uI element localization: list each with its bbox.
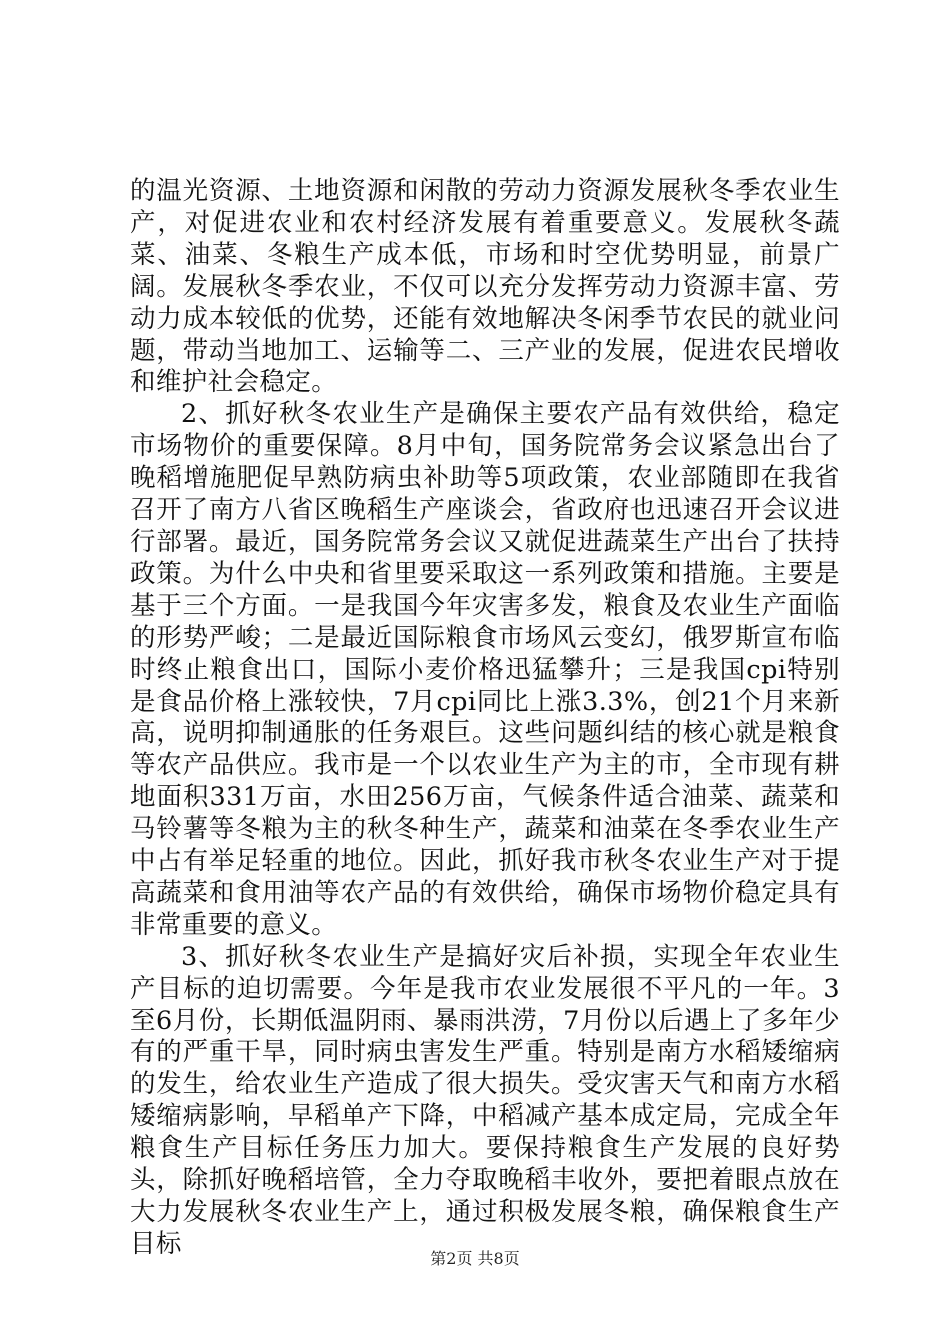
document-body [130,176,840,1261]
paragraph-1: 的温光资源、土地资源和闲散的劳动力资源发展秋冬季农业生产，对促进农业和农村经济发展有着重要意义。发展秋冬蔬菜、油菜、冬粮生产成本低，市场和时空优势明显，前景广阔。发展秋冬季农业，不仅可以充分发挥劳动力资源丰富、劳动力成本较低的优势，还能有效地解决冬闲季节农民的就业问题，带动当地加工、运输等二、三产业的发展，促进农民增收和维护社会稳定。 [130,176,840,398]
paragraph-3: 3、抓好秋冬农业生产是搞好灾后补损，实现全年农业生产目标的迫切需要。今年是我市农业发展很不平凡的一年。3至6月份，长期低温阴雨、暴雨洪涝，7月份以后遇上了多年少有的严重干旱，同时病虫害发生严重。特别是南方水稻矮缩病的发生，给农业生产造成了很大损失。受灾害天气和南方水稻矮缩病影响，早稻单产下降，中稻减产基本成定局，完成全年粮食生产目标任务压力加大。要保持粮食生产发展的良好势头，除抓好晚稻培管，全力夺取晚稻丰收外，要把着眼点放在大力发展秋冬农业生产上，通过积极发展冬粮，确保粮食生产目标 [130,941,840,1259]
paragraph-2: 2、抓好秋冬农业生产是确保主要农产品有效供给，稳定市场物价的重要保障。8月中旬，国务院常务会议紧急出台了晚稻增施肥促早熟防病虫补助等5项政策，农业部随即在我省召开了南方八省区晚稻生产座谈会，省政府也迅速召开会议进行部署。最近，国务院常务会议又就促进蔬菜生产出台了扶持政策。为什么中央和省里要采取这一系列政策和措施。主要是基于三个方面。一是我国今年灾害多发，粮食及农业生产面临的形势严峻；二是最近国际粮食市场风云变幻，俄罗斯宣布临时终止粮食出口，国际小麦价格迅猛攀升；三是我国cpi特别是食品价格上涨较快，7月cpi同比上涨3.3%，创21个月来新高，说明抑制通胀的任务艰巨。这些问题纠结的核心就是粮食等农产品供应。我市是一个以农业生产为主的市，全市现有耕地面积331万亩，水田256万亩，气候条件适合油菜、蔬菜和马铃薯等冬粮为主的秋冬种生产，蔬菜和油菜在冬季农业生产中占有举足轻重的地位。因此，抓好我市秋冬农业生产对于提高蔬菜和食用油等农产品的有效供给，确保市场物价稳定具有非常重要的意义。 [130,399,840,940]
page-number-footer: 第2页 共8页 [430,1249,520,1268]
